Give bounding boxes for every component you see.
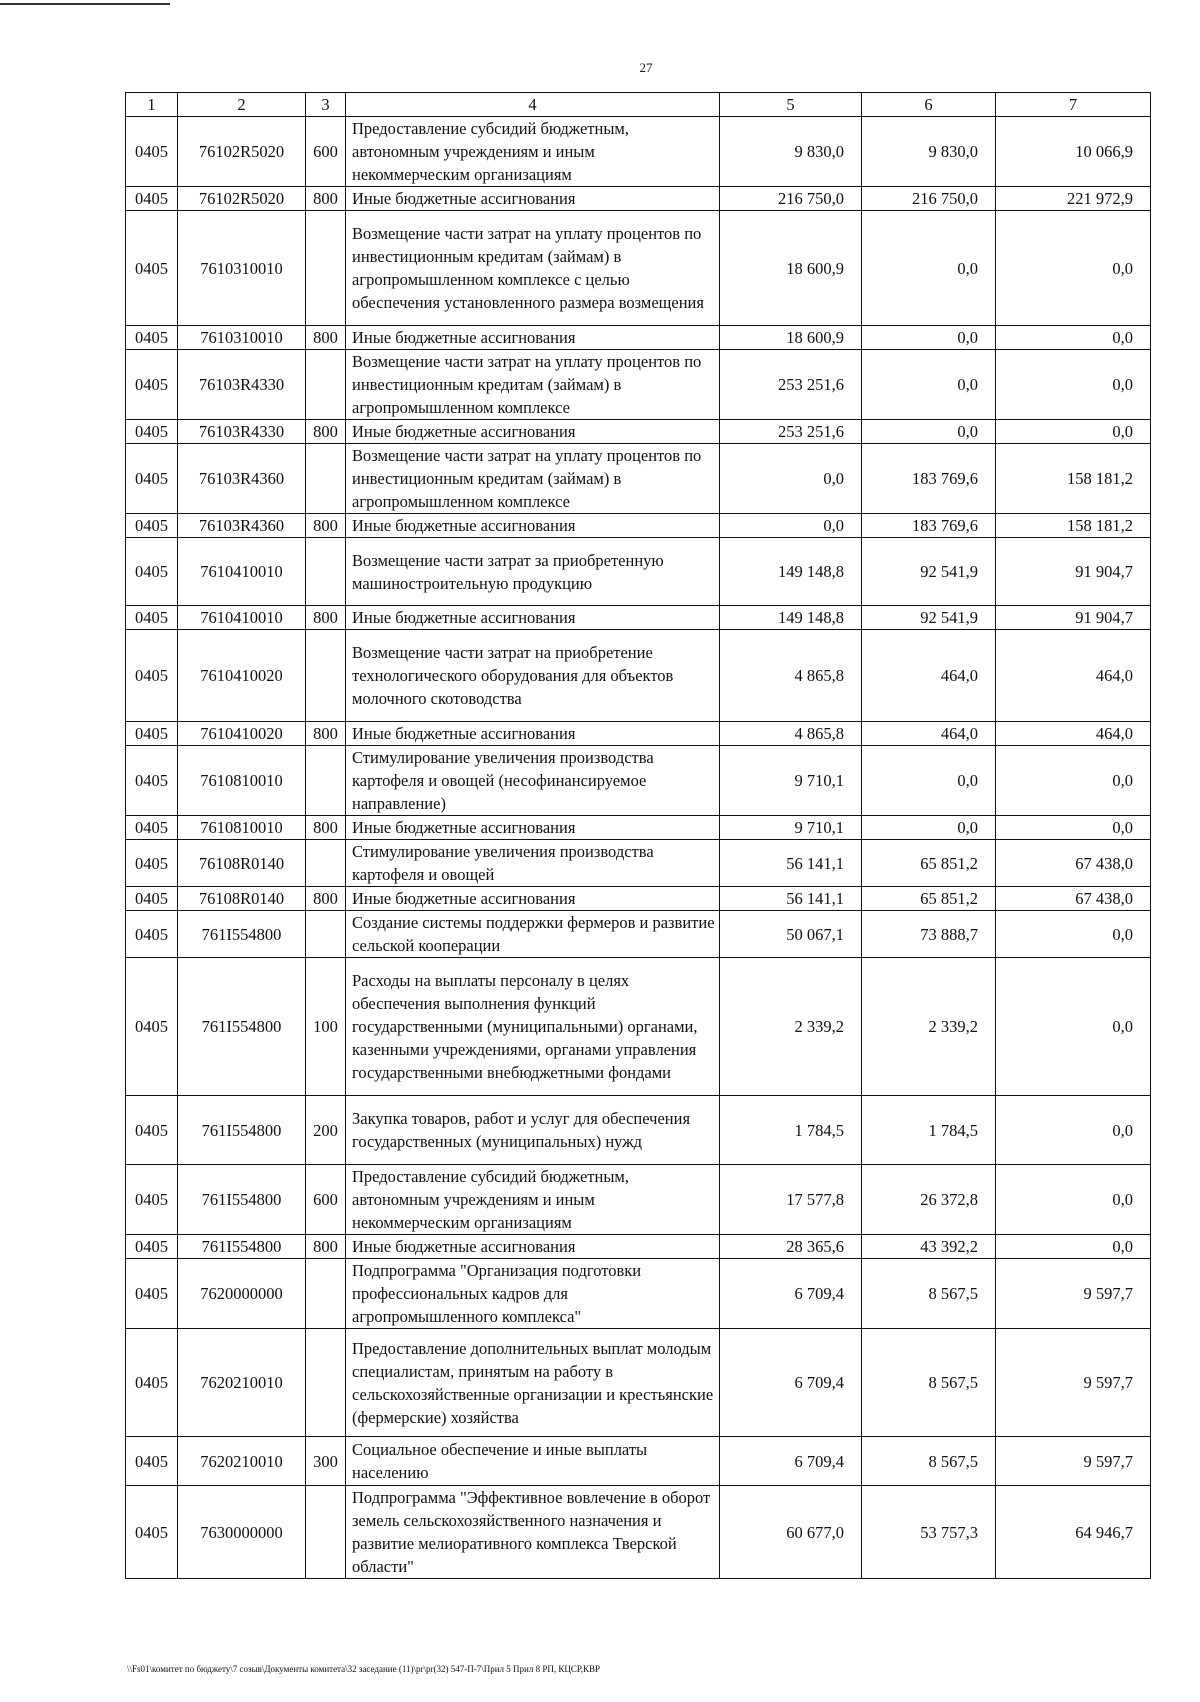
target-article-code: 76103R4360 [178, 514, 306, 538]
item-name: Возмещение части затрат на уплату процентов по инвестиционным кредитам (займам) в агропромышленном комплексе с целью обеспечения установленного размера возмещения [346, 211, 720, 326]
section-code: 0405 [126, 840, 178, 887]
value-col6: 0,0 [862, 746, 996, 816]
item-name: Социальное обеспечение и иные выплаты населению [346, 1437, 720, 1486]
value-col7: 9 597,7 [996, 1329, 1151, 1437]
item-name: Создание системы поддержки фермеров и развитие сельской кооперации [346, 911, 720, 958]
header-cell: 5 [720, 93, 862, 117]
header-cell: 2 [178, 93, 306, 117]
section-code: 0405 [126, 1096, 178, 1165]
value-col5: 9 830,0 [720, 117, 862, 187]
value-col5: 56 141,1 [720, 840, 862, 887]
item-name: Предоставление субсидий бюджетным, автономным учреждениям и иным некоммерческим организациям [346, 117, 720, 187]
value-col7: 64 946,7 [996, 1486, 1151, 1579]
value-col6: 0,0 [862, 420, 996, 444]
expense-type-code [306, 746, 346, 816]
value-col6: 8 567,5 [862, 1329, 996, 1437]
target-article-code: 7610810010 [178, 816, 306, 840]
value-col5: 56 141,1 [720, 887, 862, 911]
value-col6: 0,0 [862, 211, 996, 326]
item-name: Иные бюджетные ассигнования [346, 606, 720, 630]
value-col7: 9 597,7 [996, 1259, 1151, 1329]
expense-type-code [306, 840, 346, 887]
value-col6: 43 392,2 [862, 1235, 996, 1259]
item-name: Предоставление дополнительных выплат молодым специалистам, принятым на работу в сельскохозяйственные организации и крестьянские (фермерские) хозяйства [346, 1329, 720, 1437]
expense-type-code [306, 1329, 346, 1437]
section-code: 0405 [126, 1259, 178, 1329]
expense-type-code [306, 630, 346, 722]
value-col6: 92 541,9 [862, 606, 996, 630]
value-col6: 65 851,2 [862, 840, 996, 887]
value-col7: 158 181,2 [996, 514, 1151, 538]
value-col6: 53 757,3 [862, 1486, 996, 1579]
table-row [126, 444, 1151, 514]
item-name: Предоставление субсидий бюджетным, автономным учреждениям и иным некоммерческим организациям [346, 1165, 720, 1235]
target-article-code: 7610810010 [178, 746, 306, 816]
expense-type-code: 800 [306, 514, 346, 538]
section-code: 0405 [126, 816, 178, 840]
target-article-code: 761I554800 [178, 1165, 306, 1235]
section-code: 0405 [126, 444, 178, 514]
item-name: Иные бюджетные ассигнования [346, 816, 720, 840]
value-col5: 253 251,6 [720, 350, 862, 420]
target-article-code: 7620210010 [178, 1329, 306, 1437]
item-name: Подпрограмма "Эффективное вовлечение в оборот земель сельскохозяйственного назначения и развитие мелиоративного комплекса Тверской области" [346, 1486, 720, 1579]
table-row [126, 538, 1151, 606]
table-row [126, 1486, 1151, 1579]
expense-type-code: 200 [306, 1096, 346, 1165]
value-col7: 158 181,2 [996, 444, 1151, 514]
section-code: 0405 [126, 911, 178, 958]
value-col7: 91 904,7 [996, 606, 1151, 630]
expense-type-code: 800 [306, 606, 346, 630]
table-row [126, 1437, 1151, 1486]
target-article-code: 761I554800 [178, 1235, 306, 1259]
value-col6: 183 769,6 [862, 444, 996, 514]
expense-type-code: 800 [306, 326, 346, 350]
table-row [126, 326, 1151, 350]
value-col7: 0,0 [996, 350, 1151, 420]
value-col5: 216 750,0 [720, 187, 862, 211]
target-article-code: 76102R5020 [178, 187, 306, 211]
section-code: 0405 [126, 958, 178, 1096]
top-border-line [0, 3, 170, 5]
section-code: 0405 [126, 420, 178, 444]
target-article-code: 76103R4360 [178, 444, 306, 514]
section-code: 0405 [126, 538, 178, 606]
table-row [126, 1259, 1151, 1329]
header-cell: 7 [996, 93, 1151, 117]
table-row [126, 1165, 1151, 1235]
value-col6: 8 567,5 [862, 1259, 996, 1329]
header-cell: 3 [306, 93, 346, 117]
value-col7: 67 438,0 [996, 840, 1151, 887]
table-row [126, 1329, 1151, 1437]
value-col7: 0,0 [996, 211, 1151, 326]
expense-type-code: 600 [306, 1165, 346, 1235]
target-article-code: 7620000000 [178, 1259, 306, 1329]
value-col6: 73 888,7 [862, 911, 996, 958]
section-code: 0405 [126, 887, 178, 911]
section-code: 0405 [126, 514, 178, 538]
expense-type-code: 800 [306, 187, 346, 211]
table-header-row [126, 93, 1151, 117]
table-row [126, 840, 1151, 887]
target-article-code: 76108R0140 [178, 840, 306, 887]
value-col5: 6 709,4 [720, 1437, 862, 1486]
target-article-code: 76108R0140 [178, 887, 306, 911]
target-article-code: 7630000000 [178, 1486, 306, 1579]
value-col5: 4 865,8 [720, 630, 862, 722]
value-col5: 17 577,8 [720, 1165, 862, 1235]
value-col7: 0,0 [996, 746, 1151, 816]
value-col7: 464,0 [996, 722, 1151, 746]
section-code: 0405 [126, 1329, 178, 1437]
target-article-code: 761I554800 [178, 958, 306, 1096]
value-col6: 183 769,6 [862, 514, 996, 538]
item-name: Иные бюджетные ассигнования [346, 326, 720, 350]
section-code: 0405 [126, 1165, 178, 1235]
table-row [126, 514, 1151, 538]
header-cell: 4 [346, 93, 720, 117]
item-name: Возмещение части затрат за приобретенную машиностроительную продукцию [346, 538, 720, 606]
section-code: 0405 [126, 630, 178, 722]
target-article-code: 7610310010 [178, 326, 306, 350]
expense-type-code: 800 [306, 420, 346, 444]
section-code: 0405 [126, 606, 178, 630]
value-col7: 0,0 [996, 911, 1151, 958]
expense-type-code [306, 538, 346, 606]
section-code: 0405 [126, 211, 178, 326]
table-row [126, 606, 1151, 630]
value-col5: 60 677,0 [720, 1486, 862, 1579]
expense-type-code [306, 1486, 346, 1579]
section-code: 0405 [126, 1437, 178, 1486]
item-name: Иные бюджетные ассигнования [346, 187, 720, 211]
table-row [126, 187, 1151, 211]
expense-type-code [306, 1259, 346, 1329]
target-article-code: 7620210010 [178, 1437, 306, 1486]
section-code: 0405 [126, 117, 178, 187]
budget-table [125, 92, 1151, 1579]
value-col7: 0,0 [996, 1096, 1151, 1165]
item-name: Иные бюджетные ассигнования [346, 420, 720, 444]
table-row [126, 722, 1151, 746]
table-row [126, 958, 1151, 1096]
value-col5: 149 148,8 [720, 606, 862, 630]
value-col5: 4 865,8 [720, 722, 862, 746]
table-row [126, 816, 1151, 840]
item-name: Иные бюджетные ассигнования [346, 514, 720, 538]
value-col5: 28 365,6 [720, 1235, 862, 1259]
item-name: Иные бюджетные ассигнования [346, 887, 720, 911]
target-article-code: 76103R4330 [178, 350, 306, 420]
target-article-code: 7610310010 [178, 211, 306, 326]
item-name: Возмещение части затрат на приобретение технологического оборудования для объектов молочного скотоводства [346, 630, 720, 722]
page-number: 27 [639, 60, 653, 75]
value-col7: 10 066,9 [996, 117, 1151, 187]
table-row [126, 350, 1151, 420]
value-col7: 464,0 [996, 630, 1151, 722]
target-article-code: 7610410020 [178, 630, 306, 722]
header-cell: 6 [862, 93, 996, 117]
value-col5: 50 067,1 [720, 911, 862, 958]
value-col7: 0,0 [996, 1235, 1151, 1259]
target-article-code: 7610410020 [178, 722, 306, 746]
footer-file-path: \\Fs01\комитет по бюджету\7 созыв\Документы комитета\32 заседание (11)\pr\pr(32) 547-П-7\Прил 5 Прил 8 РП, КЦСР,КВР [127, 1664, 600, 1674]
value-col7: 0,0 [996, 958, 1151, 1096]
value-col6: 216 750,0 [862, 187, 996, 211]
value-col5: 18 600,9 [720, 211, 862, 326]
value-col6: 464,0 [862, 630, 996, 722]
table-row [126, 117, 1151, 187]
item-name: Иные бюджетные ассигнования [346, 1235, 720, 1259]
expense-type-code: 800 [306, 722, 346, 746]
value-col7: 0,0 [996, 326, 1151, 350]
item-name: Иные бюджетные ассигнования [346, 722, 720, 746]
section-code: 0405 [126, 722, 178, 746]
section-code: 0405 [126, 1235, 178, 1259]
expense-type-code [306, 211, 346, 326]
target-article-code: 76103R4330 [178, 420, 306, 444]
target-article-code: 7610410010 [178, 538, 306, 606]
value-col5: 0,0 [720, 444, 862, 514]
value-col7: 67 438,0 [996, 887, 1151, 911]
item-name: Возмещение части затрат на уплату процентов по инвестиционным кредитам (займам) в агропромышленном комплексе [346, 444, 720, 514]
expense-type-code [306, 350, 346, 420]
value-col5: 2 339,2 [720, 958, 862, 1096]
item-name: Подпрограмма "Организация подготовки профессиональных кадров для агропромышленного комплекса" [346, 1259, 720, 1329]
expense-type-code [306, 444, 346, 514]
value-col5: 1 784,5 [720, 1096, 862, 1165]
section-code: 0405 [126, 746, 178, 816]
value-col6: 9 830,0 [862, 117, 996, 187]
value-col6: 0,0 [862, 326, 996, 350]
expense-type-code: 300 [306, 1437, 346, 1486]
expense-type-code: 800 [306, 816, 346, 840]
table-row [126, 1235, 1151, 1259]
target-article-code: 761I554800 [178, 1096, 306, 1165]
value-col5: 6 709,4 [720, 1259, 862, 1329]
table-row [126, 211, 1151, 326]
value-col5: 9 710,1 [720, 816, 862, 840]
value-col6: 2 339,2 [862, 958, 996, 1096]
item-name: Закупка товаров, работ и услуг для обеспечения государственных (муниципальных) нужд [346, 1096, 720, 1165]
section-code: 0405 [126, 1486, 178, 1579]
value-col6: 0,0 [862, 816, 996, 840]
value-col6: 92 541,9 [862, 538, 996, 606]
value-col5: 149 148,8 [720, 538, 862, 606]
expense-type-code: 800 [306, 1235, 346, 1259]
expense-type-code: 600 [306, 117, 346, 187]
header-cell: 1 [126, 93, 178, 117]
item-name: Возмещение части затрат на уплату процентов по инвестиционным кредитам (займам) в агропромышленном комплексе [346, 350, 720, 420]
value-col7: 0,0 [996, 420, 1151, 444]
value-col6: 0,0 [862, 350, 996, 420]
value-col6: 8 567,5 [862, 1437, 996, 1486]
table-row [126, 420, 1151, 444]
expense-type-code: 100 [306, 958, 346, 1096]
section-code: 0405 [126, 187, 178, 211]
value-col6: 65 851,2 [862, 887, 996, 911]
value-col6: 464,0 [862, 722, 996, 746]
value-col5: 0,0 [720, 514, 862, 538]
item-name: Стимулирование увеличения производства картофеля и овощей [346, 840, 720, 887]
value-col7: 0,0 [996, 1165, 1151, 1235]
target-article-code: 76102R5020 [178, 117, 306, 187]
section-code: 0405 [126, 326, 178, 350]
value-col7: 91 904,7 [996, 538, 1151, 606]
value-col7: 9 597,7 [996, 1437, 1151, 1486]
value-col5: 6 709,4 [720, 1329, 862, 1437]
target-article-code: 761I554800 [178, 911, 306, 958]
value-col5: 9 710,1 [720, 746, 862, 816]
table-row [126, 911, 1151, 958]
value-col7: 221 972,9 [996, 187, 1151, 211]
table-row [126, 887, 1151, 911]
value-col5: 253 251,6 [720, 420, 862, 444]
value-col7: 0,0 [996, 816, 1151, 840]
value-col6: 1 784,5 [862, 1096, 996, 1165]
expense-type-code [306, 911, 346, 958]
value-col5: 18 600,9 [720, 326, 862, 350]
table-row [126, 630, 1151, 722]
value-col6: 26 372,8 [862, 1165, 996, 1235]
section-code: 0405 [126, 350, 178, 420]
table-row [126, 746, 1151, 816]
table-row [126, 1096, 1151, 1165]
item-name: Расходы на выплаты персоналу в целях обеспечения выполнения функций государственными (муниципальными) органами, казенными учреждениями, органами управления государственными внебюджетными фондами [346, 958, 720, 1096]
item-name: Стимулирование увеличения производства картофеля и овощей (несофинансируемое направление) [346, 746, 720, 816]
target-article-code: 7610410010 [178, 606, 306, 630]
expense-type-code: 800 [306, 887, 346, 911]
